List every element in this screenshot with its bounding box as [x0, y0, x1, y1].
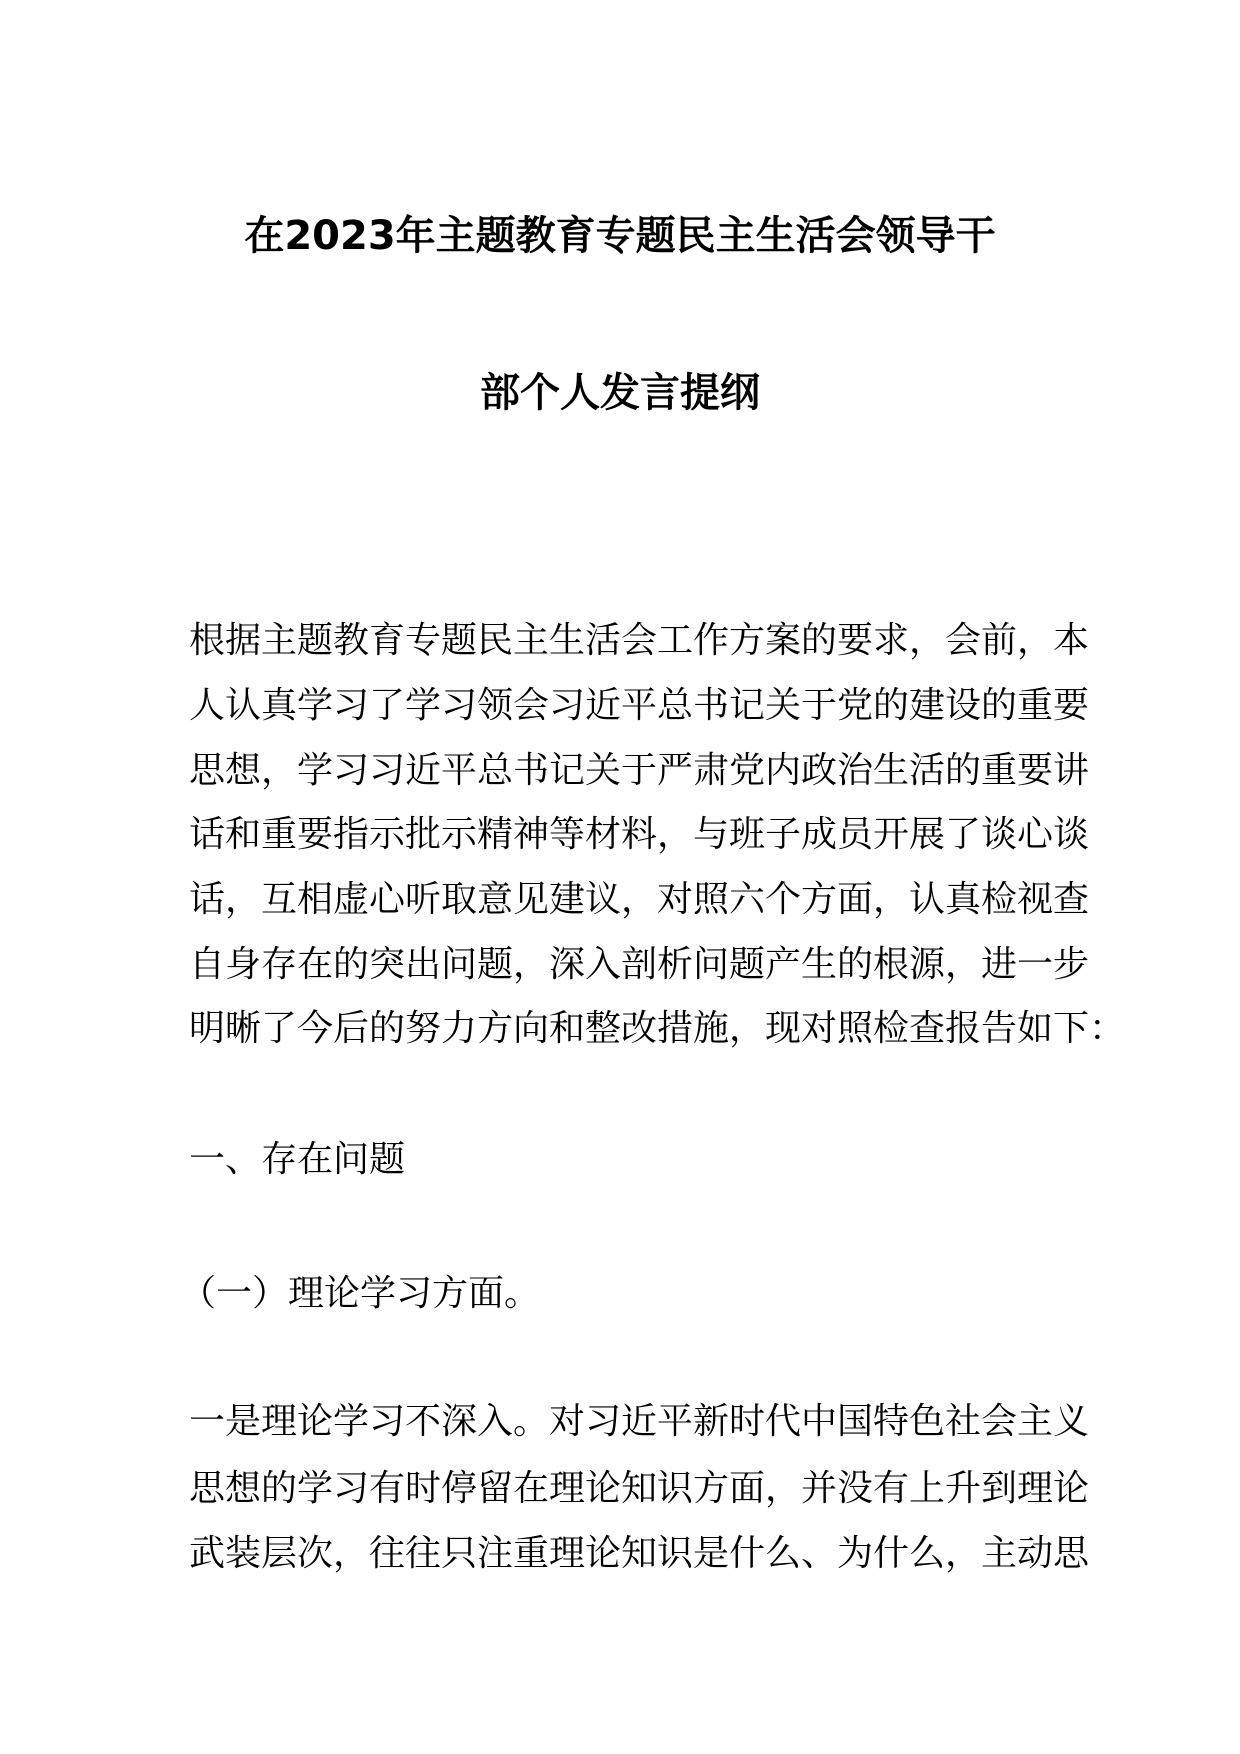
paragraph-line: 自身存在的突出问题，深入剖析问题产生的根源，进一步 — [189, 944, 1090, 985]
paragraph-line: 一是理论学习不深入。对习近平新时代中国特色社会主义 — [189, 1401, 1090, 1442]
paragraph-line: 人认真学习了学习领会习近平总书记关于党的建设的重要 — [189, 685, 1090, 726]
paragraph-line: 话和重要指示批示精神等材料，与班子成员开展了谈心谈 — [189, 814, 1090, 855]
section-heading: 一、存在问题 — [189, 1139, 406, 1180]
subsection-heading: （一）理论学习方面。 — [180, 1273, 541, 1314]
paragraph-line: 明晰了今后的努力方向和整改措施，现对照检查报告如下： — [189, 1008, 1126, 1049]
document-title-line-1: 在2023年主题教育专题民主生活会领导干 — [244, 213, 996, 259]
paragraph-line: 思想的学习有时停留在理论知识方面，并没有上升到理论 — [189, 1468, 1090, 1509]
paragraph-line: 根据主题教育专题民主生活会工作方案的要求，会前，本 — [189, 620, 1090, 661]
paragraph-line: 思想，学习习近平总书记关于严肃党内政治生活的重要讲 — [189, 750, 1090, 791]
paragraph-line: 话，互相虚心听取意见建议，对照六个方面，认真检视查 — [189, 879, 1090, 920]
paragraph-line: 武装层次，往往只注重理论知识是什么、为什么，主动思 — [189, 1533, 1090, 1574]
document-title-line-2: 部个人发言提纲 — [480, 370, 760, 416]
